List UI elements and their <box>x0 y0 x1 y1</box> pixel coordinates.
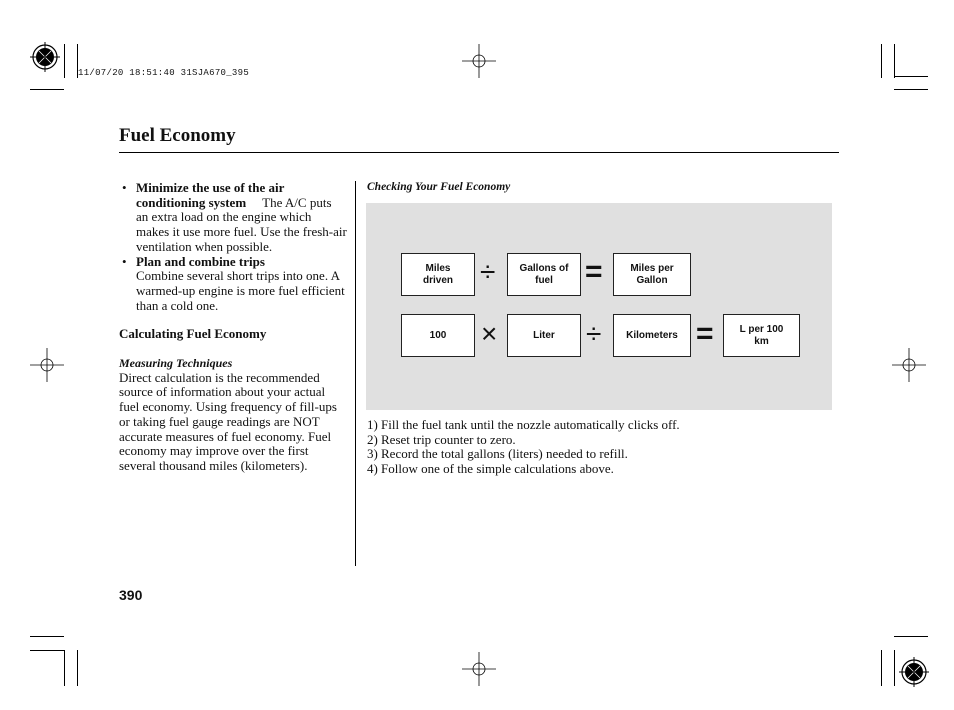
formula-figure <box>366 203 832 410</box>
figure-heading: Checking Your Fuel Economy <box>367 181 511 193</box>
liter-box: Liter <box>507 314 581 357</box>
divide-icon: ÷ <box>480 256 496 287</box>
list-item: 4) Follow one of the simple calculations above. <box>367 461 614 477</box>
crosshair-mark-left-middle <box>30 348 64 382</box>
hundred-box: 100 <box>401 314 475 357</box>
crop-mark <box>64 650 65 686</box>
crop-mark <box>894 44 895 78</box>
column-divider <box>355 181 356 566</box>
crop-mark <box>881 650 882 686</box>
miles-driven-box: Miles driven <box>401 253 475 296</box>
body-paragraph: Direct calculation is the recommended source of information about your actual fuel economy. Using frequency of fill-ups or taking fuel gauge readings are NOT accurate measures of fuel economy. Fuel economy may improve over the first several thousand miles (kilometers). <box>119 369 337 473</box>
liters-per-100km-box: L per 100 km <box>723 314 800 357</box>
bullet-dot: • <box>122 180 127 195</box>
tip-item <box>119 255 347 314</box>
miles-per-gallon-box: Miles per Gallon <box>613 253 691 296</box>
crop-mark <box>894 636 928 637</box>
equals-icon: = <box>585 255 603 288</box>
crop-mark <box>30 89 64 90</box>
crosshair-mark-bottom-center <box>462 652 496 686</box>
crop-mark <box>64 44 65 78</box>
list-item: 1) Fill the fuel tank until the nozzle automatically clicks off. <box>367 417 680 432</box>
list-item: 2) Reset trip counter to zero. <box>367 431 516 447</box>
left-column <box>119 181 347 474</box>
crop-mark <box>77 650 78 686</box>
page-number: 390 <box>119 587 143 603</box>
steps-list <box>367 418 837 477</box>
crop-mark <box>894 89 928 90</box>
bullet-dot: • <box>122 253 127 269</box>
tip-text: The A/C puts an extra load on the engine which makes it use more fuel. Use the fresh-air ventilation when possible. <box>136 194 347 254</box>
crosshair-mark-right-middle <box>892 348 926 382</box>
divide-icon: ÷ <box>586 318 602 349</box>
registration-mark-top-left <box>28 40 62 74</box>
crop-mark <box>894 650 895 686</box>
tip-heading: Plan and combine trips <box>136 253 265 269</box>
print-timestamp: 11/07/20 18:51:40 31SJA670_395 <box>78 68 250 78</box>
crop-mark <box>881 44 882 78</box>
title-rule <box>119 152 839 153</box>
tip-heading: Minimize the use of the air conditioning system <box>136 180 285 210</box>
section-heading: Calculating Fuel Economy <box>119 326 267 342</box>
tip-text: Combine several short trips into one. A warmed-up engine is more fuel efficient than a cold one. <box>136 268 345 313</box>
subsection-heading: Measuring Techniques <box>119 356 233 371</box>
tip-item <box>119 181 347 255</box>
list-item: 3) Record the total gallons (liters) needed to refill. <box>367 446 628 462</box>
kilometers-box: Kilometers <box>613 314 691 357</box>
crop-mark <box>894 76 928 77</box>
crop-mark <box>30 636 64 637</box>
equals-icon: = <box>696 317 714 350</box>
registration-mark-bottom-right <box>897 655 931 689</box>
page-title: Fuel Economy <box>119 125 236 146</box>
crop-mark <box>30 650 64 651</box>
gallons-of-fuel-box: Gallons of fuel <box>507 253 581 296</box>
crosshair-mark-top-center <box>462 44 496 78</box>
multiply-icon: × <box>481 318 498 349</box>
